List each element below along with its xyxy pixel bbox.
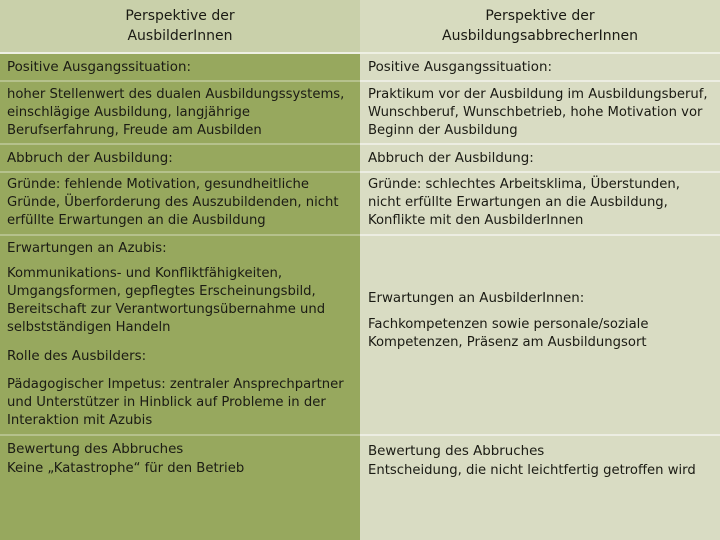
left-column-header — [0, 0, 360, 52]
right-abbruch-label: Abbruch der Ausbildung: — [368, 151, 534, 166]
row-divider — [0, 434, 360, 436]
row-divider — [360, 171, 720, 173]
right-column-header — [360, 0, 720, 52]
left-positive-label: Positive Ausgangssituation: — [7, 60, 191, 75]
right-header-text: Perspektive der AusbildungsabbrecherInnen — [442, 8, 638, 44]
row-divider — [0, 234, 360, 236]
left-abbruch-text: Gründe: fehlende Motivation, gesundheitliche Gründe, Überforderung des Auszubildenden, nicht erfüllte Erwartungen an die Ausbildung — [7, 177, 339, 228]
row-divider — [360, 434, 720, 436]
right-positive-text: Praktikum vor der Ausbildung im Ausbildungsberuf, Wunschberuf, Wunschbetrieb, hohe Motivation vor Beginn der Ausbildung — [368, 87, 708, 138]
row-divider — [360, 234, 720, 236]
left-erwartungen-text: Kommunikations- und Konfliktfähigkeiten, Umgangsformen, gepflegtes Erscheinungsbild, Bereitschaft zur Verantwortungsübernahme und selbstständigen Handeln — [7, 266, 326, 335]
left-erwartungen-label: Erwartungen an Azubis: — [7, 241, 167, 256]
left-rolle-text: Pädagogischer Impetus: zentraler Ansprechpartner und Unterstützer in Hinblick auf Probleme in der Interaktion mit Azubis — [7, 377, 344, 428]
row-divider — [0, 143, 360, 145]
left-bewertung-label: Bewertung des Abbruches — [7, 442, 184, 457]
right-positive-label: Positive Ausgangssituation: — [368, 60, 552, 75]
right-bewertung-text: Entscheidung, die nicht leichtfertig getroffen wird — [368, 463, 696, 478]
right-abbruch-text: Gründe: schlechtes Arbeitsklima, Überstunden, nicht erfüllte Erwartungen an die Ausbildung, Konflikte mit den AusbilderInnen — [368, 177, 680, 228]
right-erwartungen-label: Erwartungen an AusbilderInnen: — [368, 291, 585, 306]
right-erwartungen-text: Fachkompetenzen sowie personale/soziale Kompetenzen, Präsenz am Ausbildungsort — [368, 317, 649, 350]
row-divider — [0, 171, 360, 173]
row-divider — [0, 52, 720, 54]
row-divider — [0, 80, 360, 82]
left-rolle-label: Rolle des Ausbilders: — [7, 349, 147, 364]
left-positive-text: hoher Stellenwert des dualen Ausbildungssystems, einschlägige Ausbildung, langjährige Berufserfahrung, Freude am Ausbilden — [7, 87, 345, 138]
row-divider — [360, 143, 720, 145]
right-bewertung-label: Bewertung des Abbruches — [368, 444, 545, 459]
row-divider — [360, 80, 720, 82]
left-header-text: Perspektive der AusbilderInnen — [125, 8, 235, 44]
left-abbruch-label: Abbruch der Ausbildung: — [7, 151, 173, 166]
left-bewertung-text: Keine „Katastrophe“ für den Betrieb — [7, 461, 245, 476]
